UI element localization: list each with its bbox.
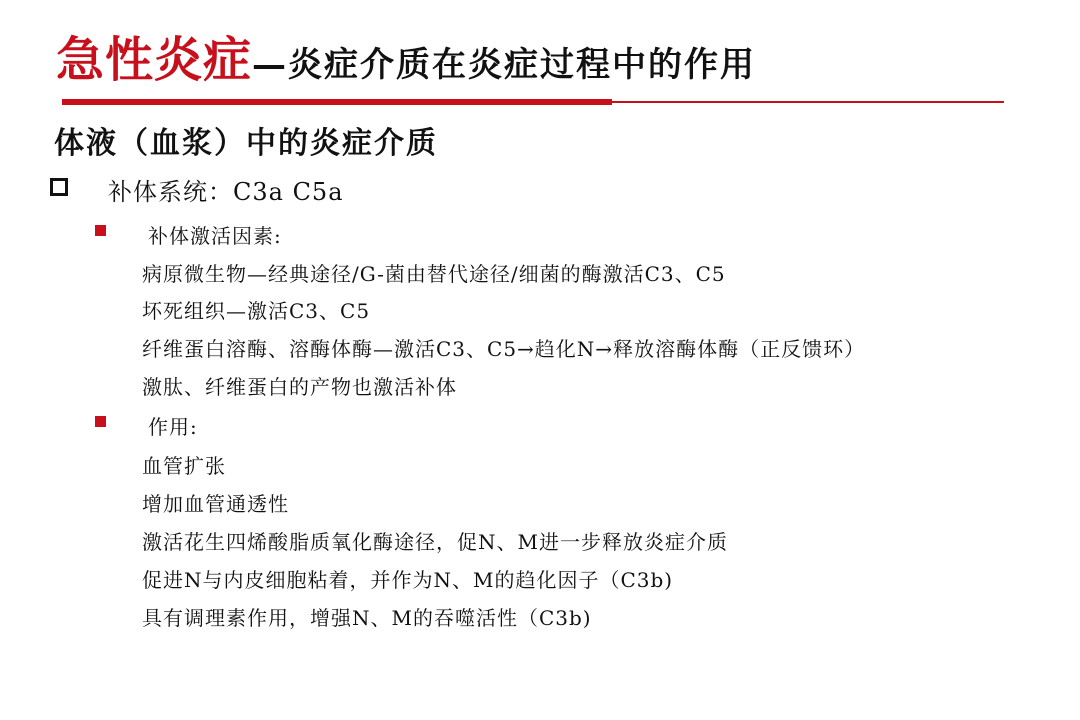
- title-main: 急性炎症: [56, 32, 253, 88]
- title-sub: —炎症介质在炎症过程中的作用: [252, 45, 757, 85]
- function-item: 激活花生四烯酸脂质氧化酶途径，促N、M进一步释放炎症介质: [142, 530, 728, 554]
- activation-item: 纤维蛋白溶酶、溶酶体酶—激活C3、C5→趋化N→释放溶酶体酶（正反馈环）: [142, 337, 866, 361]
- function-bullet-icon: [95, 416, 106, 427]
- function-item: 具有调理素作用，增强N、M的吞噬活性（C3b): [142, 606, 592, 630]
- title-underline-thick: [62, 99, 612, 105]
- activation-item: 激肽、纤维蛋白的产物也激活补体: [142, 375, 457, 399]
- function-item: 血管扩张: [142, 454, 226, 478]
- activation-item: 坏死组织—激活C3、C5: [142, 299, 371, 323]
- activation-bullet-icon: [95, 225, 106, 236]
- function-item: 增加血管通透性: [142, 492, 289, 516]
- function-heading: 作用:: [148, 415, 198, 439]
- function-item: 促进N与内皮细胞粘着，并作为N、M的趋化因子（C3b): [142, 568, 674, 592]
- activation-item: 病原微生物—经典途径/G-菌由替代途径/细菌的酶激活C3、C5: [142, 262, 726, 286]
- level1-label: 补体系统：C3a C5a: [108, 178, 344, 206]
- subheading: 体液（血浆）中的炎症介质: [54, 126, 438, 161]
- hollow-square-bullet-icon: [50, 178, 68, 196]
- activation-heading: 补体激活因素:: [148, 224, 282, 248]
- title-underline-thin: [612, 101, 1004, 103]
- slide-title: [56, 32, 757, 88]
